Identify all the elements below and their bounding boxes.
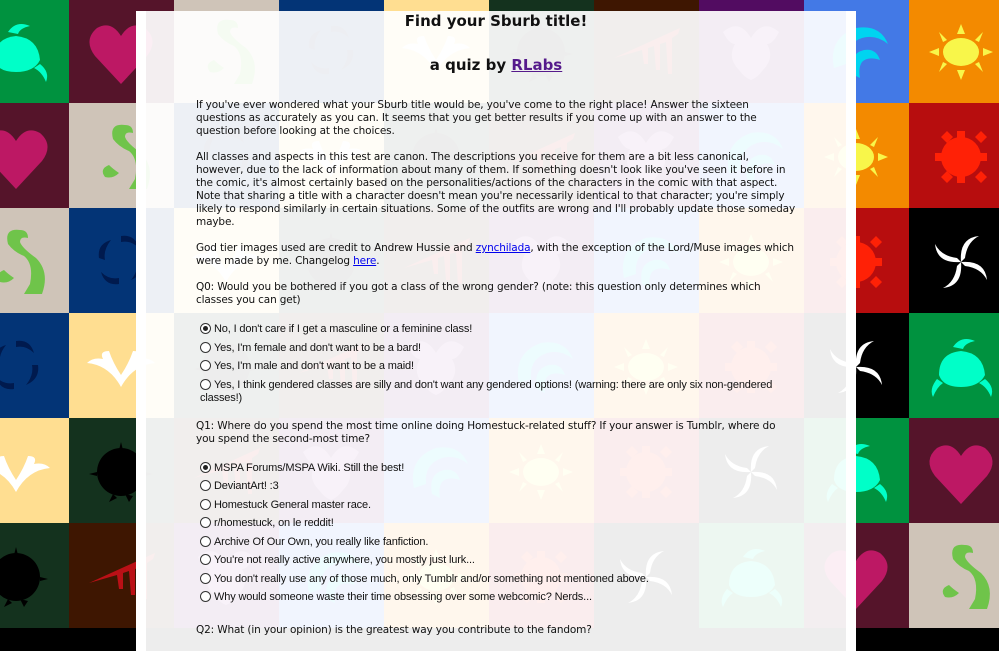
void-swirl-icon — [0, 313, 69, 418]
byline-prefix: a quiz by — [429, 56, 512, 74]
aspect-tile-life — [909, 313, 999, 418]
answer-option[interactable] — [200, 339, 796, 358]
answer-option[interactable] — [200, 496, 796, 515]
radio-unselected-icon[interactable] — [200, 499, 211, 510]
answer-option[interactable] — [200, 588, 796, 607]
page-title: Find your Sburb title! — [404, 12, 588, 30]
zynchilada-link[interactable]: zynchilada — [475, 242, 531, 254]
mind-icon — [909, 523, 999, 628]
intro-paragraph-2: All classes and aspects in this test are canon. The descriptions you receive for them are a bit less canonical, however, due to the lack of information about many of them. If something doesn't look like you've seen it before in the comic, it's almost certainly based on the personalities/actions of the characters in the comic with that aspect. Note that sharing a title with a character doesn't mean you're necessarily identical to that character; you're simply likely to respond similarly in certain situations. Some of the outfits are wrong and I'll probably update those someday maybe. — [196, 151, 796, 228]
question-q0 — [196, 281, 796, 405]
doom-skull-icon — [0, 523, 69, 628]
answer-option-label: Why would someone waste their time obsessing over some webcomic? Nerds... — [214, 591, 592, 603]
credit-text-2: , with the exception of the Lord/Muse images which were made by me. Changelog — [196, 242, 794, 267]
radio-unselected-icon[interactable] — [200, 379, 211, 390]
question-label: Q2: — [196, 623, 215, 636]
answer-option-label: You're not really active anywhere, you mostly just lurk... — [214, 554, 475, 566]
answer-option[interactable] — [200, 320, 796, 339]
aspect-tile-heart — [909, 418, 999, 523]
hope-wings-icon — [0, 418, 69, 523]
aspect-tile-hope — [0, 418, 69, 523]
question-label: Q0: — [196, 281, 215, 293]
answer-option-label: Yes, I'm male and don't want to be a maid! — [214, 360, 414, 372]
answer-option-label: You don't really use any of those much, only Tumblr and/or something not mentioned above. — [214, 572, 649, 585]
radio-unselected-icon[interactable] — [200, 517, 211, 528]
radio-unselected-icon[interactable] — [200, 480, 211, 491]
q1-options — [200, 459, 796, 607]
question-text — [196, 420, 796, 446]
byline — [146, 55, 846, 75]
question-q1 — [196, 420, 796, 607]
aspect-tile-mind — [0, 208, 69, 313]
aspect-tile-time — [909, 103, 999, 208]
answer-option[interactable] — [200, 570, 796, 589]
radio-unselected-icon[interactable] — [200, 342, 211, 353]
radio-unselected-icon[interactable] — [200, 536, 211, 547]
aspect-tile-mind — [909, 523, 999, 628]
answer-option[interactable] — [200, 477, 796, 496]
answer-option[interactable] — [200, 551, 796, 570]
intro-paragraph-3 — [196, 242, 796, 268]
radio-unselected-icon[interactable] — [200, 554, 211, 565]
credit-text: God tier images used are credit to Andrew Hussie and — [196, 242, 476, 254]
answer-option[interactable] — [200, 379, 796, 405]
space-spiral-icon — [909, 208, 999, 313]
question-label: Q1: — [196, 419, 215, 432]
intro-paragraph-1: If you've ever wondered what your Sburb title would be, you've come to the right place! Answer the sixteen questions as accurately as you can. It seems that you get better results if you come up with an answer to the question before looking at the choices. — [196, 99, 757, 137]
heart-icon — [909, 418, 999, 523]
life-teapot-icon — [0, 0, 69, 103]
aspect-tile-space — [909, 208, 999, 313]
answer-option-label: Homestuck General master race. — [214, 498, 371, 511]
time-gear-icon — [909, 103, 999, 208]
changelog-link[interactable]: here — [353, 255, 377, 267]
answer-option[interactable] — [200, 533, 796, 552]
radio-unselected-icon[interactable] — [200, 360, 211, 371]
aspect-tile-life — [0, 0, 69, 103]
aspect-tile-light — [909, 0, 999, 103]
question-body: Would you be bothered if you got a class of the wrong gender? (note: this question only determines which classes you can get) — [196, 281, 761, 306]
question-text — [196, 281, 796, 307]
radio-unselected-icon[interactable] — [200, 591, 211, 602]
mind-icon — [0, 208, 69, 313]
answer-option[interactable] — [200, 514, 796, 533]
answer-option[interactable] — [200, 459, 796, 478]
aspect-tile-heart — [0, 103, 69, 208]
aspect-tile-void — [0, 313, 69, 418]
answer-option[interactable] — [200, 357, 796, 376]
quiz-panel — [136, 11, 856, 651]
light-sun-icon — [909, 0, 999, 103]
author-link[interactable]: RLabs — [511, 56, 563, 74]
answer-option-label: No, I don't care if I get a masculine or a feminine class! — [214, 323, 473, 335]
radio-selected-icon[interactable] — [200, 462, 211, 473]
life-teapot-icon — [909, 313, 999, 418]
radio-selected-icon[interactable] — [200, 323, 211, 334]
quiz-content — [196, 99, 796, 650]
answer-option-label: DeviantArt! :3 — [214, 480, 279, 492]
aspect-tile-doom — [0, 523, 69, 628]
credit-text-3: . — [376, 255, 380, 267]
heart-icon — [0, 103, 69, 208]
question-text — [196, 624, 796, 637]
answer-option-label: Yes, I think gendered classes are silly and don't want any gendered options! (warning: there are only six non-gendered classes!) — [200, 378, 773, 404]
question-q2 — [196, 624, 796, 637]
radio-unselected-icon[interactable] — [200, 573, 211, 584]
question-body: What (in your opinion) is the greatest way you contribute to the fandom? — [214, 623, 592, 636]
answer-option-label: MSPA Forums/MSPA Wiki. Still the best! — [214, 461, 405, 474]
answer-option-label: r/homestuck, on le reddit! — [214, 517, 334, 529]
question-body: Where do you spend the most time online doing Homestuck-related stuff? If your answer is Tumblr, where do you spend the second-most time? — [196, 419, 776, 445]
q0-options — [200, 320, 796, 405]
answer-option-label: Yes, I'm female and don't want to be a bard! — [214, 341, 421, 354]
answer-option-label: Archive Of Our Own, you really like fanfiction. — [214, 535, 429, 548]
